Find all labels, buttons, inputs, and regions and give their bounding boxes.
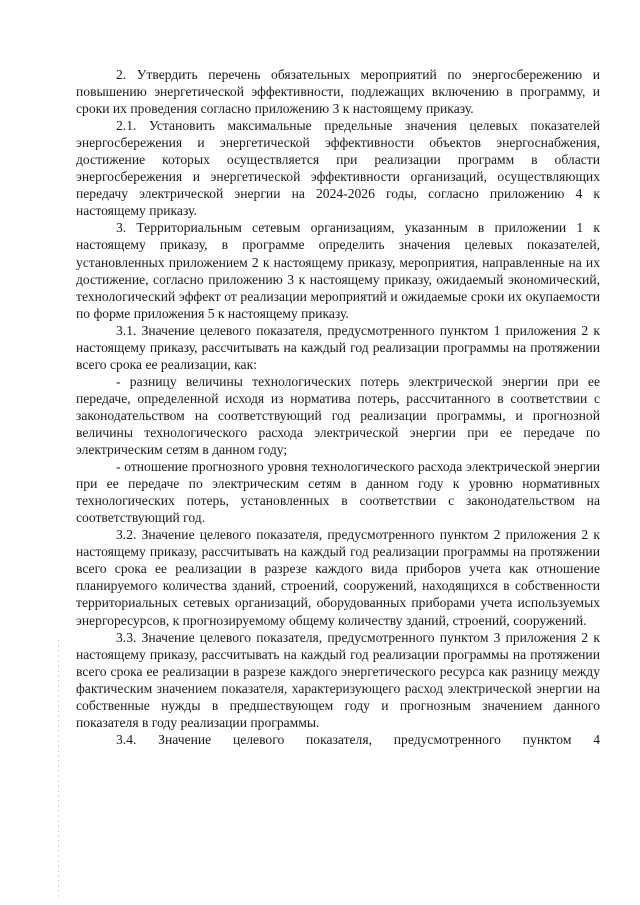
paragraph-3-3: 3.3. Значение целевого показателя, предусмотренного пунктом 3 приложения 2 к настоящему приказу, рассчитывать на каждый год реализации программы на протяжении всего срока ее реализации в разрезе каждого энергетического ресурса как разницу между фактическим значением показателя, характеризующего расход электрической энергии на собственные нужды в предшествующем году и прогнозным значением данного показателя в году реализации программы. [76,629,600,730]
paragraph-3: 3. Территориальным сетевым организациям, указанным в приложении 1 к настоящему приказу, в программе определить значения целевых показателей, установленных приложением 2 к настоящему приказу, мероприятия, направленные на их достижение, согласно приложению 3 к настоящему приказу, ожидаемый экономический, технологический эффект от реализации мероприятий и ожидаемые сроки их окупаемости по форме приложения 5 к настоящему приказу. [76,220,600,321]
list-item-ratio: - отношение прогнозного уровня технологического расхода электрической энергии при ее передаче по электрическим сетям в данном году к уровню нормативных технологических потерь, установленных в соответствии с законодательством на соответствующий год. [76,459,600,526]
paragraph-2-1: 2.1. Установить максимальные предельные значения целевых показателей энергосбережения и энергетической эффективности объектов энергоснабжения, достижение которых осуществляется при реализации программ в области энергосбережения и энергетической эффективности организаций, осуществляющих передачу электрической энергии на 2024-2026 годы, согласно приложению 4 к настоящему приказу. [76,118,600,219]
paragraph-3-4: 3.4. Значение целевого показателя, предусмотренного пунктом 4 [116,731,600,747]
paragraph-2: 2. Утвердить перечень обязательных мероприятий по энергосбережению и повышению энергетической эффективности, подлежащих включению в программу, и сроки их проведения согласно приложению 3 к настоящему приказу. [76,67,600,117]
scan-edge-mark [58,640,59,900]
document-body [76,66,600,748]
paragraph-3-2: 3.2. Значение целевого показателя, предусмотренного пунктом 2 приложения 2 к настоящему приказу, рассчитывать на каждый год реализации программы на протяжении всего срока ее реализации в разрезе каждого вида приборов учета как отношение планируемого количества зданий, строений, сооружений, находящихся в собственности территориальных сетевых организаций, оборудованных приборами учета используемых энергоресурсов, к прогнозируемому общему количеству зданий, строений, сооружений. [76,527,600,628]
paragraph-3-1: 3.1. Значение целевого показателя, предусмотренного пунктом 1 приложения 2 к настоящему приказу, рассчитывать на каждый год реализации программы на протяжении всего срока ее реализации, как: [76,322,600,372]
list-item-difference: - разницу величины технологических потерь электрической энергии при ее передаче, определенной исходя из норматива потерь, рассчитанного в соответствии с законодательством на соответствующий год реализации программы, и прогнозной величины технологического расхода электрической энергии при ее передаче по электрическим сетям в данном году; [76,373,600,458]
